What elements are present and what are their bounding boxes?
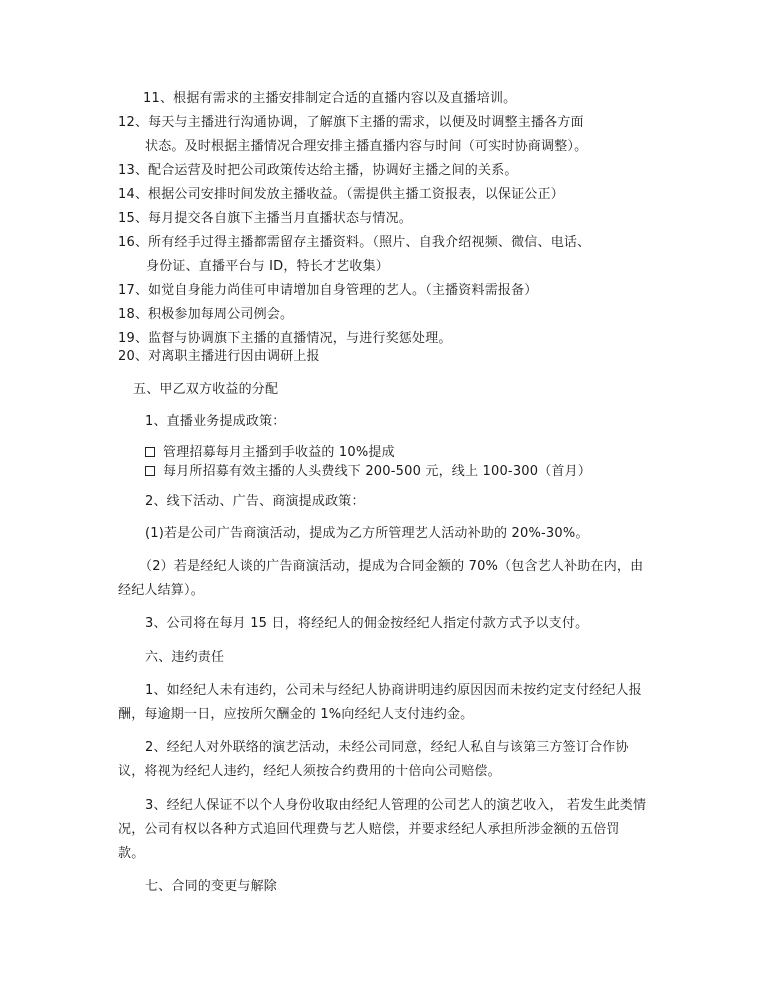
section-5-sub-2: 2、线下活动、广告、商演提成政策： — [145, 494, 365, 509]
duty-item-19: 19、监督与协调旗下主播的直播情况，与进行奖惩处理。 — [118, 331, 452, 346]
section-5-sub-3: 3、公司将在每月 15 日，将经纪人的佣金按经纪人指定付款方式予以支付。 — [145, 616, 589, 631]
section-5-para-2-line-1: （2）若是经纪人谈的广告商演活动，提成为合同金额的 70%（包含艺人补助在内，由 — [139, 559, 644, 574]
checkbox-icon — [145, 466, 155, 476]
section-5-heading: 五、甲乙双方收益的分配 — [133, 382, 279, 397]
duty-item-18: 18、积极参加每周公司例会。 — [118, 307, 294, 322]
duty-item-16: 16、所有经手过得主播都需留存主播资料。（照片、自我介绍视频、微信、电话、 — [118, 235, 591, 250]
section-6-para-2-line-2: 议，将视为经纪人违约，经纪人须按合约费用的十倍向公司赔偿。 — [118, 764, 501, 779]
duty-item-17: 17、如觉自身能力尚佳可申请增加自身管理的艺人。（主播资料需报备） — [118, 283, 538, 298]
duty-item-20: 20、对离职主播进行因由调研上报 — [118, 349, 320, 364]
duty-item-15: 15、每月提交各自旗下主播当月直播状态与情况。 — [118, 211, 413, 226]
section-6-para-3-line-1: 3、经纪人保证不以个人身份收取由经纪人管理的公司艺人的演艺收入， 若发生此类情 — [145, 798, 647, 813]
section-6-para-3-line-2: 况，公司有权以各种方式追回代理费与艺人赔偿，并要求经纪人承担所涉金额的五倍罚 — [118, 822, 620, 837]
section-5-sub-1: 1、直播业务提成政策： — [145, 414, 286, 429]
section-6-heading: 六、违约责任 — [145, 650, 225, 665]
checkbox-item-2: 每月所招募有效主播的人头费线下 200-500 元，线上 100-300（首月） — [145, 462, 591, 482]
section-6-para-3-line-3: 款。 — [118, 846, 145, 861]
duty-item-12-cont: 状态。及时根据主播情况合理安排主播直播内容与时间（可实时协商调整）。 — [145, 139, 588, 154]
section-6-para-1-line-1: 1、如经纪人未有违约，公司未与经纪人协商讲明违约原因因而未按约定支付经纪人报 — [145, 683, 642, 698]
duty-item-13: 13、配合运营及时把公司政策传达给主播，协调好主播之间的关系。 — [118, 163, 518, 178]
section-7-heading: 七、合同的变更与解除 — [145, 879, 278, 894]
duty-item-16-cont: 身份证、直播平台与 ID，特长才艺收集） — [146, 259, 389, 274]
section-5-para-2-line-2: 经纪人结算）。 — [118, 583, 204, 598]
duty-item-11: 11、根据有需求的主播安排制定合适的直播内容以及直播培训。 — [143, 91, 517, 106]
section-5-para-1: (1)若是公司广告商演活动，提成为乙方所管理艺人活动补助的 20%-30%。 — [145, 526, 589, 541]
duty-item-12: 12、每天与主播进行沟通协调，了解旗下主播的需求，以便及时调整主播各方面 — [118, 115, 584, 130]
section-6-para-1-line-2: 酬，每逾期一日，应按所欠酬金的 1%向经纪人支付违约金。 — [118, 707, 474, 722]
checkbox-icon — [145, 447, 155, 457]
section-6-para-2-line-1: 2、经纪人对外联络的演艺活动，未经公司同意，经纪人私自与该第三方签订合作协 — [145, 740, 629, 755]
checkbox-item-1: 管理招募每月主播到手收益的 10%提成 — [145, 443, 395, 463]
duty-item-14: 14、根据公司安排时间发放主播收益。（需提供主播工资报表，以保证公正） — [118, 187, 564, 202]
